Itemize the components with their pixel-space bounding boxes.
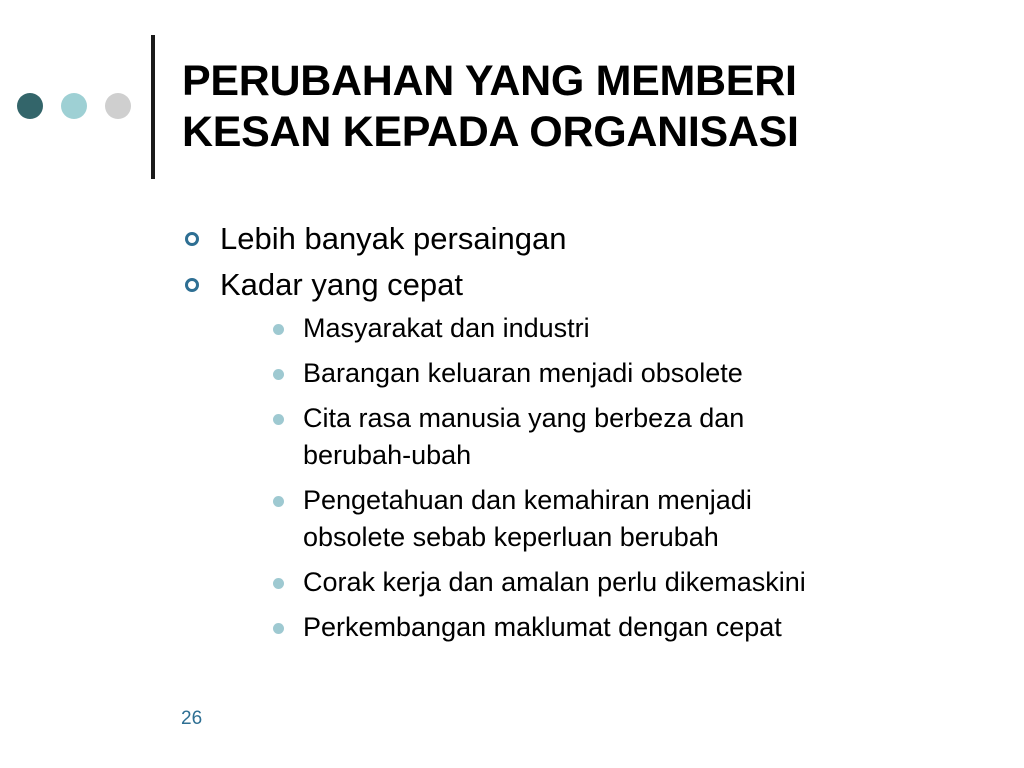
sub-bullet-text: Corak kerja dan amalan perlu dikemaskini [303,567,806,597]
bullet-item [182,262,982,646]
decorative-dot-dark [17,93,43,119]
sub-bullet-item [258,609,982,646]
sub-bullet-list [220,310,982,646]
sub-bullet-text: obsolete sebab keperluan berubah [303,522,719,552]
sub-bullet-text: Masyarakat dan industri [303,313,590,343]
sub-bullet-text: Cita rasa manusia yang berbeza dan [303,403,745,433]
dot-bullet-icon [273,623,284,634]
sub-bullet-text: berubah-ubah [303,440,472,470]
dot-bullet-icon [273,496,284,507]
sub-bullet-item [258,482,982,556]
ring-bullet-icon [185,278,199,292]
sub-bullet-text: Barangan keluaran menjadi obsolete [303,358,743,388]
sub-bullet-item [258,310,982,347]
ring-bullet-icon [185,232,199,246]
bullet-item [182,216,982,262]
page-number: 26 [181,708,203,729]
dot-bullet-icon [273,324,284,335]
bullet-text: Lebih banyak persaingan [220,221,567,256]
bullet-text: Kadar yang cepat [220,267,464,302]
dot-bullet-icon [273,578,284,589]
decorative-dot-teal [61,93,87,119]
sub-bullet-item [258,400,982,474]
dot-bullet-icon [273,414,284,425]
slide-title [182,56,982,158]
sub-bullet-text: Perkembangan maklumat dengan cepat [303,612,782,642]
sub-bullet-item [258,564,982,601]
sub-bullet-item [258,355,982,392]
title-divider [151,35,155,179]
bullet-list [182,216,982,654]
slide-title-line: PERUBAHAN YANG MEMBERI [182,57,797,105]
decorative-dot-gray [105,93,131,119]
slide-title-line: KESAN KEPADA ORGANISASI [182,108,799,156]
sub-bullet-text: Pengetahuan dan kemahiran menjadi [303,485,752,515]
dot-bullet-icon [273,369,284,380]
